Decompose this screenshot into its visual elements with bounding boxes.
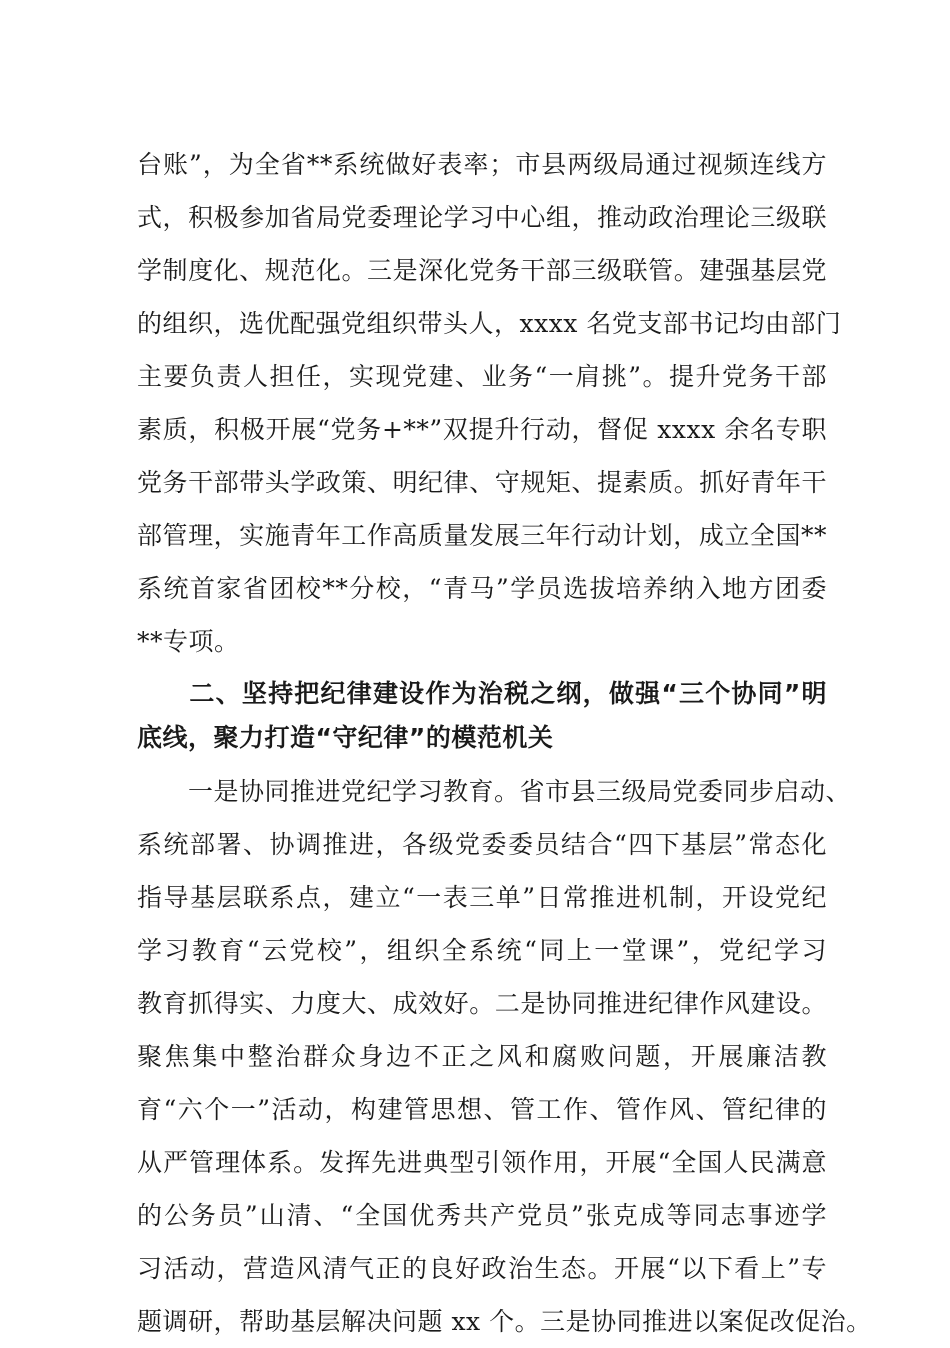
document-body: [137, 138, 872, 1348]
text-line: 系统首家省团校**分校，“青马”学员选拔培养纳入地方团委: [137, 574, 827, 603]
heading-line: 二、坚持把纪律建设作为治税之纲，做强“三个协同”明: [137, 679, 827, 708]
text-line: 题调研，帮助基层解决问题 xx 个。三是协同推进以案促改促治。: [137, 1307, 872, 1336]
text-line: 一是协同推进党纪学习教育。省市县三级局党委同步启动、: [137, 777, 852, 806]
section-heading-discipline: [137, 672, 827, 760]
text-line: 主要负责人担任，实现党建、业务“一肩挑”。提升党务干部: [137, 362, 827, 391]
text-line: 学习教育“云党校”，组织全系统“同上一堂课”，党纪学习: [137, 936, 827, 965]
text-line: 学制度化、规范化。三是深化党务干部三级联管。建强基层党: [137, 256, 827, 285]
text-line: 育“六个一”活动，构建管思想、管工作、管作风、管纪律的: [137, 1095, 827, 1124]
text-line: **专项。: [137, 627, 240, 656]
text-line: 式，积极参加省局党委理论学习中心组，推动政治理论三级联: [137, 203, 827, 232]
text-line: 素质，积极开展“党务+**”双提升行动，督促 xxxx 余名专职: [137, 415, 827, 444]
text-line: 系统部署、协调推进，各级党委委员结合“四下基层”常态化: [137, 830, 827, 859]
text-line: 聚焦集中整治群众身边不正之风和腐败问题，开展廉洁教: [137, 1042, 827, 1071]
text-line: 指导基层联系点，建立“一表三单”日常推进机制，开设党纪: [137, 883, 827, 912]
heading-line: 底线，聚力打造“守纪律”的模范机关: [137, 723, 554, 752]
text-line: 习活动，营造风清气正的良好政治生态。开展“以下看上”专: [137, 1254, 827, 1283]
text-line: 台账”，为全省**系统做好表率；市县两级局通过视频连线方: [137, 150, 827, 179]
text-line: 党务干部带头学政策、明纪律、守规矩、提素质。抓好青年干: [137, 468, 827, 497]
text-line: 部管理，实施青年工作高质量发展三年行动计划，成立全国**: [137, 521, 827, 550]
text-line: 从严管理体系。发挥先进典型引领作用，开展“全国人民满意: [137, 1148, 827, 1177]
text-line: 的公务员”山清、“全国优秀共产党员”张克成等同志事迹学: [137, 1201, 827, 1230]
paragraph-discipline-measures: [137, 765, 872, 1348]
text-line: 的组织，选优配强党组织带头人，xxxx 名党支部书记均由部门: [137, 309, 842, 338]
text-line: 教育抓得实、力度大、成效好。二是协同推进纪律作风建设。: [137, 989, 827, 1018]
paragraph-ledger-and-cadre-management: [137, 138, 842, 668]
